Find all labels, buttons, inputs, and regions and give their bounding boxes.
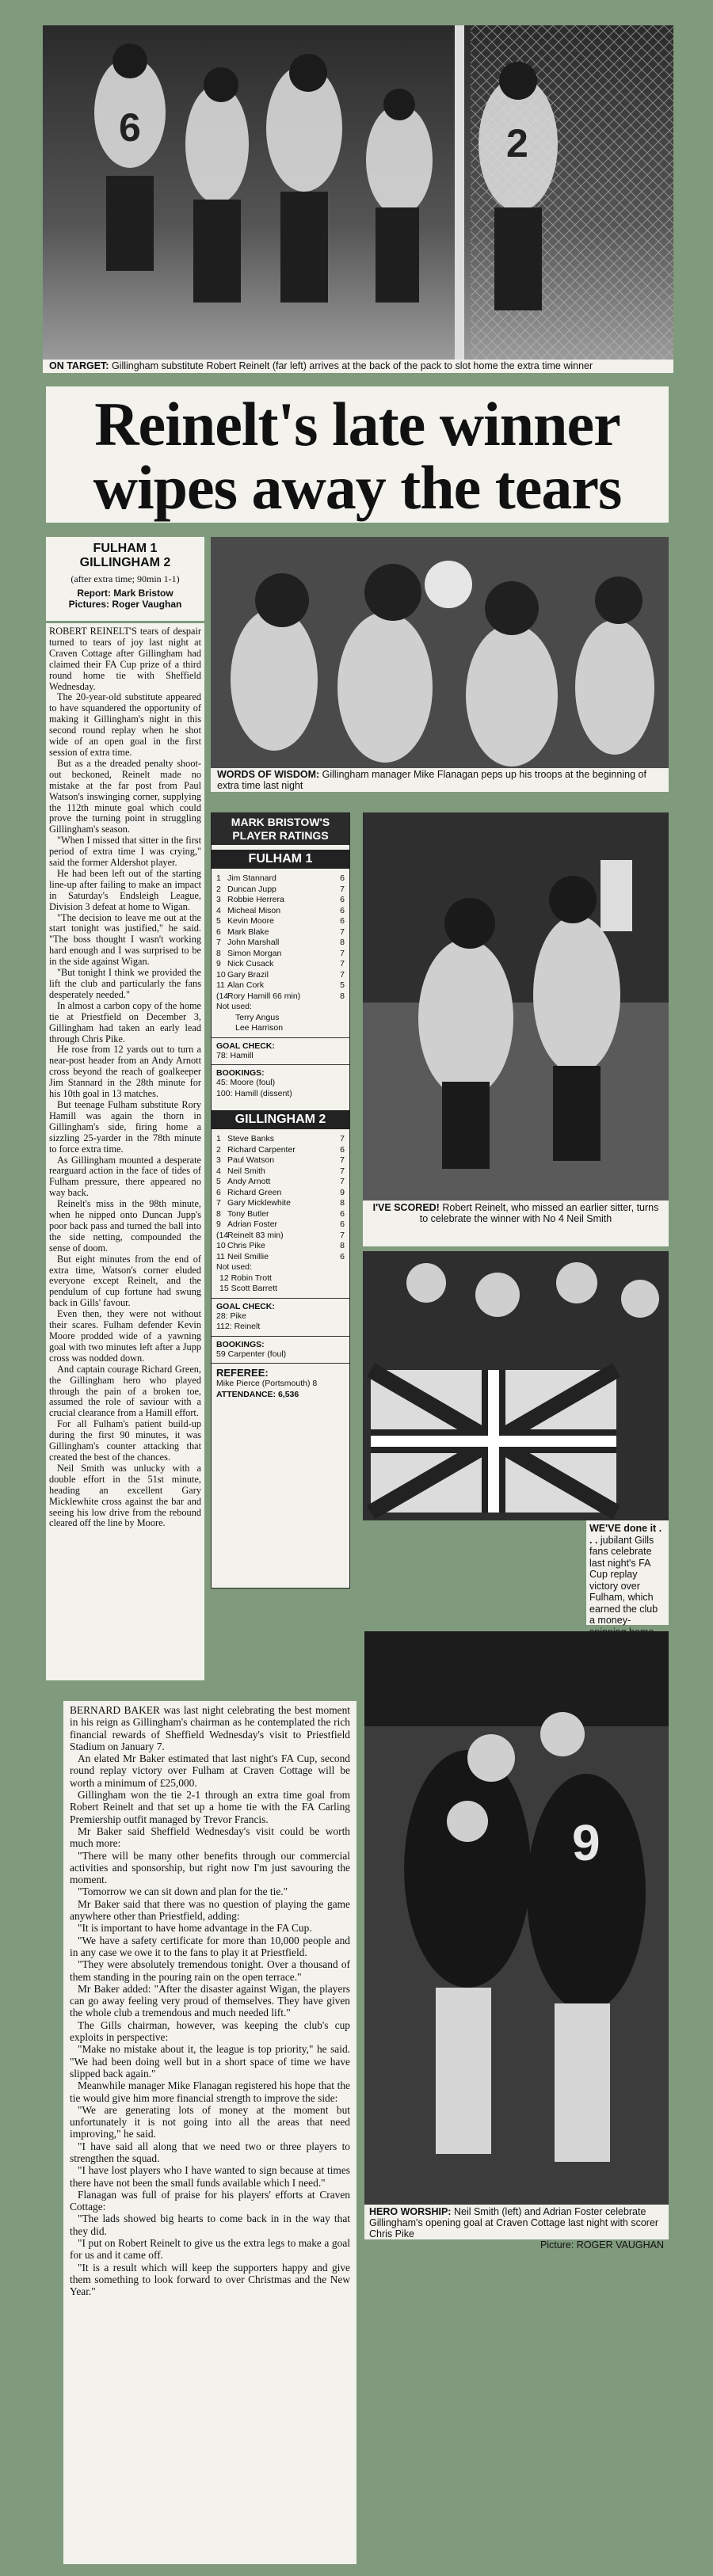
paragraph: Meanwhile manager Mike Flanagan registered his hope that the tie would give him more financial strength to improve the side: bbox=[70, 2079, 350, 2104]
player-rating-row bbox=[212, 970, 349, 981]
player-rating: 6 bbox=[340, 1220, 345, 1229]
paragraph: And captain courage Richard Green, the Gillingham hero who played through the pain of a broken toe, assumed the role of saviour with a crucial clearance from a Hamill effort. bbox=[49, 1363, 201, 1419]
shirt-number: 2 bbox=[216, 884, 221, 894]
paragraph: Mr Baker said Sheffield Wednesday's visit could be worth much more: bbox=[70, 1825, 350, 1850]
player-name: Alan Cork bbox=[227, 980, 265, 990]
hero-photo bbox=[364, 1631, 669, 2205]
player-name: Kevin Moore bbox=[227, 916, 274, 926]
player-name: John Marshall bbox=[227, 938, 280, 947]
player-name: Duncan Jupp bbox=[227, 884, 276, 894]
flanagan-photo bbox=[211, 537, 669, 768]
goal-check-label: GOAL CHECK: bbox=[212, 1037, 349, 1051]
player-rating: 7 bbox=[340, 969, 345, 980]
paragraph: For all Fulham's patient build-up during the first 90 minutes, it was Gillingham's counter attacking that created the best of the chances. bbox=[49, 1418, 201, 1463]
player-rating-row bbox=[212, 916, 349, 927]
celebration-image bbox=[363, 812, 669, 1200]
paragraph: Even then, they were not without their scares. Fulham defender Kevin Moore prodded wide of a yawning goal with two minutes left after a Jupp cross was nodded down. bbox=[49, 1308, 201, 1364]
paragraph: "It is a result which will keep the supporters happy and give them something to look forward to over Christmas and the New Year." bbox=[70, 2261, 350, 2298]
paragraph: The 20-year-old substitute appeared to have squandered the opportunity of making it Gillingham's night in this second round replay when he shot wide of an open goal in the first session of extra time. bbox=[49, 691, 201, 758]
shirt-number: 5 bbox=[216, 916, 221, 926]
player-rating-row bbox=[212, 1198, 349, 1209]
shirt-number: 9 bbox=[216, 1220, 221, 1229]
player-rating-row bbox=[212, 906, 349, 917]
player-rating: 6 bbox=[340, 895, 345, 904]
player-name: Tony Butler bbox=[227, 1208, 269, 1219]
report-credit: Report: Mark Bristow bbox=[77, 588, 173, 599]
player-rating-row bbox=[212, 1145, 349, 1156]
player-name: Reinelt 83 min) bbox=[227, 1230, 284, 1240]
player-rating-row bbox=[212, 1220, 349, 1231]
player-rating-row bbox=[212, 1209, 349, 1220]
attendance: ATTENDANCE: 6,536 bbox=[216, 1389, 299, 1399]
paragraph: Neil Smith was unlucky with a double effort in the 51st minute, heading an excellent Gary Micklewhite cross against the bar and seeing his low drive from the rebound cleared off the line by Moore. bbox=[49, 1462, 201, 1529]
paragraph: ROBERT REINELT'S tears of despair turned to tears of joy last night at Craven Cottage after Gillingham had claimed their FA Cup prize of a third round home tie with Sheffield Wednesday. bbox=[49, 626, 201, 692]
player-name: Neil Smillie bbox=[227, 1251, 269, 1261]
not-used-player: 15 Scott Barrett bbox=[219, 1284, 277, 1293]
player-rating: 6 bbox=[340, 1251, 345, 1261]
bookings-label: BOOKINGS: bbox=[212, 1064, 349, 1078]
paragraph: Gillingham won the tie 2-1 through an extra time goal from Robert Reinelt and that set up a home tie with the FA Carling Premiership outfit managed by Trevor Francis. bbox=[70, 1789, 350, 1825]
player-rating-row bbox=[212, 949, 349, 960]
paragraph: "The lads showed big hearts to come back in in the way that they did. bbox=[70, 2213, 350, 2237]
paragraph: "I have said all along that we need two or three players to strengthen the squad. bbox=[70, 2140, 350, 2164]
shirt-number-6: 6 bbox=[119, 105, 141, 150]
player-rating: 8 bbox=[340, 938, 345, 947]
shirt-number: 10 bbox=[216, 969, 226, 980]
headline: Reinelt's late winner wipes away the tears bbox=[93, 390, 622, 522]
paragraph: "They were absolutely tremendous tonight. Over a thousand of them standing in the pouring rain on the open terrace." bbox=[70, 1958, 350, 1983]
hero-caption bbox=[364, 2205, 669, 2251]
paragraph: "There will be many other benefits through our commercial activities and sponsorship, but right now I'm just savouring the moment. bbox=[70, 1849, 350, 1886]
booking-entry: 45: Moore (foul) bbox=[216, 1078, 276, 1087]
player-ratings-box bbox=[211, 812, 350, 1589]
player-name: Simon Morgan bbox=[227, 948, 282, 958]
shirt-number: 8 bbox=[216, 1208, 221, 1219]
player-name: Paul Watson bbox=[227, 1155, 275, 1165]
fulham-player-list bbox=[212, 873, 349, 1002]
player-rating: 7 bbox=[340, 959, 345, 968]
chairman-story-column bbox=[63, 1701, 356, 2564]
player-name: Richard Carpenter bbox=[227, 1144, 295, 1155]
fans-caption bbox=[586, 1520, 669, 1625]
bookings-label: BOOKINGS: bbox=[212, 1336, 349, 1349]
paragraph: He rose from 12 yards out to turn a near-post header from an Andy Arnott cross beyond the reach of goalkeeper Jim Stannard in the 28th minute for his 10th goal in 13 matches. bbox=[49, 1044, 201, 1100]
shirt-number-9: 9 bbox=[572, 1814, 601, 1871]
goal-check-label: GOAL CHECK: bbox=[212, 1298, 349, 1311]
caption-lead: ON TARGET: bbox=[49, 360, 109, 371]
player-rating: 7 bbox=[340, 927, 345, 937]
flanagan-caption bbox=[211, 768, 669, 792]
shirt-number: 7 bbox=[216, 1198, 221, 1208]
player-name: Rory Hamill 66 min) bbox=[227, 991, 301, 1001]
paragraph: "I put on Robert Reinelt to give us the extra legs to make a goal for us and it came off. bbox=[70, 2237, 350, 2262]
player-rating-row bbox=[212, 1231, 349, 1242]
player-rating: 6 bbox=[340, 873, 345, 883]
paragraph: But as a the dreaded penalty shoot-out beckoned, Reinelt made no mistake at the far post from Paul Watson's inswinging corner, supplying the 112th minute goal which could prove the turning point in struggling Gillingham's season. bbox=[49, 757, 201, 835]
player-rating-row bbox=[212, 1166, 349, 1178]
player-rating-row bbox=[212, 895, 349, 906]
paragraph: An elated Mr Baker estimated that last night's FA Cup, second round replay victory over Fulham at Craven Cottage will be worth a minimum of £25,000. bbox=[70, 1752, 350, 1789]
match-report-column bbox=[46, 623, 204, 1680]
shirt-number: 4 bbox=[216, 905, 221, 915]
shirt-number: (14 bbox=[216, 991, 229, 1001]
caption-lead: HERO WORSHIP: bbox=[369, 2206, 452, 2217]
player-rating: 5 bbox=[340, 980, 345, 990]
shirt-number: 9 bbox=[216, 959, 221, 968]
photo-credit: Picture: ROGER VAUGHAN bbox=[540, 2239, 664, 2251]
player-name: Jim Stannard bbox=[227, 873, 276, 883]
caption-text: Robert Reinelt, who missed an earlier sitter, turns to celebrate the winner with No 4 Neil Smith bbox=[419, 1202, 659, 1224]
shirt-number: 3 bbox=[216, 1155, 221, 1165]
player-name: Andy Arnott bbox=[227, 1177, 271, 1186]
shirt-number: 1 bbox=[216, 873, 221, 883]
score-gillingham: GILLINGHAM 2 bbox=[79, 556, 171, 569]
player-rating-row bbox=[212, 873, 349, 885]
player-rating: 7 bbox=[340, 884, 345, 894]
paragraph: Reinelt's miss in the 98th minute, when he nipped onto Duncan Jupp's poor back pass and turned the ball into the side netting, compounded the sense of doom. bbox=[49, 1198, 201, 1254]
byline-box bbox=[46, 537, 204, 621]
not-used-player: 12 Robin Trott bbox=[219, 1273, 272, 1283]
player-rating-row bbox=[212, 927, 349, 938]
player-name: Robbie Herrera bbox=[227, 895, 284, 904]
paragraph: "We have a safety certificate for more than 10,000 people and in any case we owe it to the fans to play it at Priestfield. bbox=[70, 1934, 350, 1958]
player-rating-row bbox=[212, 980, 349, 991]
player-rating: 6 bbox=[340, 905, 345, 915]
player-name: Micheal Mison bbox=[227, 905, 281, 915]
paragraph: The Gills chairman, however, was keeping the club's cup exploits in perspective: bbox=[70, 2019, 350, 2044]
ratings-title-line1: MARK BRISTOW'S bbox=[231, 816, 330, 828]
players-celebrate-image bbox=[364, 1631, 669, 2205]
player-rating: 6 bbox=[340, 916, 345, 926]
player-rating-row bbox=[212, 959, 349, 970]
paragraph: "The decision to leave me out at the start tonight was justified," he said. "The boss thought I wasn't working hard enough and I was surprised to be in the side against Wigan. bbox=[49, 911, 201, 968]
paragraph: Flanagan was full of praise for his players' efforts at Craven Cottage: bbox=[70, 2188, 350, 2213]
ratings-title bbox=[212, 813, 349, 845]
shirt-number: 5 bbox=[216, 1177, 221, 1186]
player-rating: 8 bbox=[340, 1241, 345, 1250]
paragraph: "Make no mistake about it, the league is top priority," he said. "We had been doing well but in a short space of time we have slipped back again." bbox=[70, 2043, 350, 2079]
player-rating: 7 bbox=[340, 1230, 345, 1240]
player-rating-row bbox=[212, 991, 349, 1003]
player-rating: 9 bbox=[340, 1187, 345, 1197]
not-used-player: Lee Harrison bbox=[235, 1023, 284, 1033]
player-name: Richard Green bbox=[227, 1187, 282, 1197]
paragraph: But teenage Fulham substitute Rory Hamill was again the thorn in Gillingham's side, firing home a sizzling 25-yarder in the 78th minute to force extra time. bbox=[49, 1098, 201, 1155]
top-photo-caption bbox=[43, 360, 673, 373]
score-fulham: FULHAM 1 bbox=[93, 542, 158, 555]
player-name: Adrian Foster bbox=[227, 1220, 278, 1229]
player-rating-row bbox=[212, 938, 349, 949]
team-gillingham-header: GILLINGHAM 2 bbox=[212, 1110, 349, 1129]
headline-box bbox=[46, 386, 669, 523]
player-rating: 7 bbox=[340, 1134, 345, 1143]
player-rating-row bbox=[212, 885, 349, 896]
paragraph: "But tonight I think we provided the lift the club and particularly the fans desperately needed." bbox=[49, 967, 201, 1000]
referee-name: Mike Pierce (Portsmouth) 8 bbox=[216, 1379, 318, 1388]
caption-text: jubilant Gills fans celebrate last night's FA Cup replay victory over Fulham, which earned the club a money- bbox=[589, 1534, 658, 1626]
shirt-number: 1 bbox=[216, 1134, 221, 1143]
paragraph: As Gillingham mounted a desperate rearguard action in the face of tides of Fulham pressure, there appeared no way back. bbox=[49, 1154, 201, 1199]
shirt-number: 11 bbox=[216, 1251, 225, 1261]
fans-photo bbox=[363, 1251, 669, 1520]
shirt-number: 6 bbox=[216, 1187, 221, 1197]
player-name: Neil Smith bbox=[227, 1166, 265, 1176]
not-used-label: Not used: bbox=[216, 1262, 252, 1272]
player-rating-row bbox=[212, 1188, 349, 1199]
pictures-credit: Pictures: Roger Vaughan bbox=[68, 599, 182, 610]
gillingham-player-list bbox=[212, 1134, 349, 1262]
shirt-number: 7 bbox=[216, 938, 221, 947]
player-name: Steve Banks bbox=[227, 1134, 274, 1143]
booking-entry: 100: Hamill (dissent) bbox=[216, 1088, 292, 1098]
caption-text: Gillingham substitute Robert Reinelt (far left) arrives at the back of the pack to slot home the extra time winner bbox=[111, 360, 593, 371]
paragraph: Mr Baker added: "After the disaster against Wigan, the players can go away feeling very proud of themselves. They have given the whole club a tremendous and much needed lift." bbox=[70, 1982, 350, 2019]
player-name: Nick Cusack bbox=[227, 959, 274, 968]
player-rating-row bbox=[212, 1252, 349, 1263]
goal-entry: 112: Reinelt bbox=[216, 1322, 261, 1331]
player-name: Gary Micklewhite bbox=[227, 1198, 291, 1208]
booking-entry: 59 Carpenter (foul) bbox=[216, 1349, 287, 1359]
shirt-number-2: 2 bbox=[506, 121, 528, 166]
player-rating-row bbox=[212, 1155, 349, 1166]
caption-lead: I'VE SCORED! bbox=[372, 1202, 440, 1213]
player-name: Mark Blake bbox=[227, 927, 269, 937]
goalmouth-scramble-image bbox=[43, 25, 673, 360]
paragraph: In almost a carbon copy of the home tie at Priestfield on December 3, Gillingham had taken an early lead through Chris Pike. bbox=[49, 999, 201, 1044]
player-rating: 7 bbox=[340, 1166, 345, 1176]
ratings-title-line2: PLAYER RATINGS bbox=[232, 829, 329, 842]
scored-caption bbox=[363, 1200, 669, 1246]
paragraph: Mr Baker said that there was no question of playing the game anywhere other than Priestfield, adding: bbox=[70, 1897, 350, 1923]
player-rating-row bbox=[212, 1177, 349, 1188]
shirt-number: 3 bbox=[216, 895, 221, 904]
player-name: Gary Brazil bbox=[227, 969, 269, 980]
player-rating: 8 bbox=[340, 1198, 345, 1208]
caption-lead: WE'VE done it . . . bbox=[589, 1523, 662, 1546]
scored-photo bbox=[363, 812, 669, 1200]
fans-flag-image bbox=[363, 1251, 669, 1520]
goal-entry: 28: Pike bbox=[216, 1311, 246, 1321]
paragraph: "I have lost players who I have wanted to sign because at times there have not been the small funds available which I need." bbox=[70, 2164, 350, 2189]
player-rating-row bbox=[212, 1134, 349, 1145]
caption-lead: WORDS OF WISDOM: bbox=[217, 769, 320, 780]
shirt-number: 2 bbox=[216, 1144, 221, 1155]
shirt-number: 8 bbox=[216, 948, 221, 958]
shirt-number: 10 bbox=[216, 1241, 226, 1250]
player-rating: 7 bbox=[340, 1177, 345, 1186]
shirt-number: 6 bbox=[216, 927, 221, 937]
paragraph: "It is important to have home advantage in the FA Cup. bbox=[78, 1922, 312, 1935]
top-photo bbox=[43, 25, 673, 360]
paragraph: But eight minutes from the end of extra time, Watson's corner eluded everyone except Reinelt, and the pendulum of cup fortune had swung back in Gills' favour. bbox=[49, 1253, 201, 1309]
shirt-number: 11 bbox=[216, 980, 225, 990]
paragraph: "When I missed that sitter in the first period of extra time I was crying," said the former Aldershot player. bbox=[49, 835, 201, 869]
player-rating: 8 bbox=[340, 991, 345, 1001]
shirt-number: 4 bbox=[216, 1166, 221, 1176]
team-huddle-image bbox=[211, 537, 669, 768]
paragraph: "We are generating lots of money at the moment but unfortunately it is not going into all the areas that need improving," he said. bbox=[70, 2103, 350, 2140]
caption-text: Gillingham manager Mike Flanagan peps up his troops at the beginning of extra time last night bbox=[217, 769, 646, 791]
referee-label: REFEREE: bbox=[212, 1363, 349, 1379]
goal-entry: 78: Hamill bbox=[216, 1050, 254, 1060]
player-rating: 6 bbox=[340, 1208, 345, 1219]
player-rating: 7 bbox=[340, 948, 345, 958]
not-used-label: Not used: bbox=[216, 1002, 252, 1011]
paragraph: He had been left out of the starting line-up after failing to make an impact in Saturday's Endsleigh League, Division 3 defeat at home to Wigan. bbox=[49, 867, 201, 912]
player-rating-row bbox=[212, 1241, 349, 1252]
score-note: (after extra time; 90min 1-1) bbox=[71, 573, 180, 584]
player-name: Chris Pike bbox=[227, 1241, 265, 1250]
shirt-number: (14 bbox=[216, 1230, 229, 1240]
caption-text: Neil Smith (left) and Adrian Foster celebrate Gillingham's opening goal at Craven Cottage last night with scorer Chris Pike bbox=[369, 2206, 659, 2239]
not-used-player: Terry Angus bbox=[235, 1012, 280, 1022]
team-fulham-header: FULHAM 1 bbox=[212, 850, 349, 869]
paragraph: "Tomorrow we can sit down and plan for the tie." bbox=[78, 1885, 288, 1898]
player-rating: 6 bbox=[340, 1144, 345, 1155]
paragraph: BERNARD BAKER was last night celebrating the best moment in his reign as Gillingham's chairman as he contemplated the rich financial rewards of Sheffield Wednesday's visit to Priestfield Stadium on January 7. bbox=[70, 1704, 350, 1752]
player-rating: 7 bbox=[340, 1155, 345, 1165]
